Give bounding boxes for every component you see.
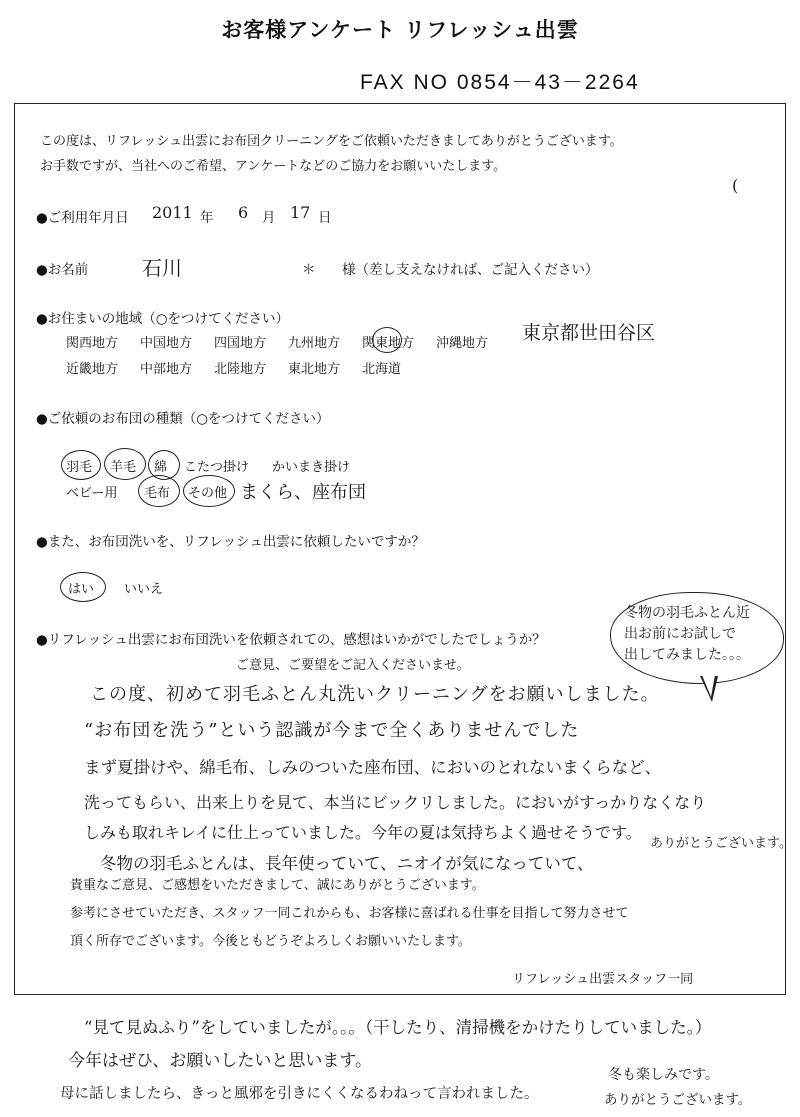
closing-signature: リフレッシュ出雲スタッフ一同 [512,972,694,987]
region-kansai: 関西地方 [66,336,119,351]
futon-other-circle [183,475,235,507]
futon-men: 綿 [154,460,168,475]
region-handwritten: 東京都世田谷区 [522,322,656,344]
margin-mark: ( [732,176,739,195]
futon-moufu: 毛布 [144,486,171,501]
region-okinawa: 沖縄地方 [436,336,489,351]
date-year: 2011 [152,203,193,222]
futon-moufu-circle [138,475,180,507]
region-tohoku: 東北地方 [288,362,341,377]
region-label: ●お住まいの地域（○をつけてください） [36,311,290,327]
region-hokuriku: 北陸地方 [214,362,267,377]
region-hokkaido: 北海道 [362,362,402,377]
page-title: お客様アンケート リフレッシュ出雲 [221,18,579,42]
futon-other: その他 [188,486,228,501]
futon-kotatsu: こたつ掛け [184,460,250,475]
date-day-unit: 日 [318,210,332,226]
name-suffix: 様（差し支えなければ、ご記入ください） [342,262,599,278]
closing-line-1: 貴重なご意見、ご感想をいただきまして、誠にありがとうございます。 [70,878,485,893]
impression-line-6: 冬物の羽毛ふとんは、長年使っていて、ニオイが気になっていて、 [100,854,594,873]
futon-other-handwritten: まくら、座布団 [240,482,366,503]
bottom-side-1: 冬も楽しみです。 [608,1067,719,1083]
futon-type-label: ●ご依頼のお布団の種類（○をつけてください） [36,411,330,427]
futon-baby: ベビー用 [66,486,118,501]
impression-label: ●リフレッシュ出雲にお布団洗いを依頼されての、感想はいかがでしたでしょうか？ [36,632,546,648]
futon-umou-circle [61,450,101,480]
date-month-unit: 月 [262,210,276,226]
region-chugoku: 中国地方 [140,336,193,351]
again-label: ●また、お布団洗いを、リフレッシュ出雲に依頼したいですか？ [36,534,425,550]
bubble-line-2: 出お前にお試しで [624,626,736,642]
again-yes: はい [68,582,95,597]
date-label: ●ご利用年月日 [36,210,129,226]
intro-line-1: この度は、リフレッシュ出雲にお布団クリーニングをご依頼いただきましてありがとうございます。 [40,134,623,149]
intro-line-2: お手数ですが、当社へのご希望、アンケートなどのご協力をお願いいたします。 [40,159,507,174]
impression-thanks-side: ありがとうございます。 [650,836,792,851]
name-asterisk: ＊ [302,262,316,278]
again-yes-circle [60,572,106,602]
region-kanto: 関東地方 [362,336,415,351]
futon-youmou: 羊毛 [110,460,137,475]
bottom-note-2: 今年はぜひ、お願いしたいと思います。 [68,1051,372,1071]
bottom-side-2: ありがとうございます。 [604,1092,752,1108]
impression-line-5: しみも取れキレイに仕上っていました。今年の夏は気持ちよく過せそうです。 [84,823,642,842]
bottom-note-1: “見て見ぬふり”をしていましたが。。。（干したり、清掃機をかけたりしていました。） [84,1018,712,1037]
fax-number: FAX NO 0854－43－2264 [360,71,640,94]
date-month: 6 [238,203,249,222]
closing-line-3: 頂く所存でございます。今後ともどうぞよろしくお願いいたします。 [70,934,471,949]
impression-prompt: ご意見、ご要望をご記入くださいませ。 [236,658,470,673]
impression-line-4: 洗ってもらい、出来上りを見て、本当にビックリしました。においがすっかりなくなり [84,793,707,812]
futon-youmou-circle [104,448,146,480]
bubble-line-3: 出してみました。。。 [624,647,750,663]
bubble-line-1: 冬物の羽毛ふとん近 [624,605,750,621]
futon-umou: 羽毛 [66,460,93,475]
date-year-unit: 年 [200,210,214,226]
date-day: 17 [290,203,311,222]
futon-kaimaki: かいまき掛け [272,460,351,475]
region-shikoku: 四国地方 [214,336,267,351]
name-value: 石川 [142,256,182,280]
region-chubu: 中部地方 [140,362,193,377]
again-no: いいえ [124,582,164,597]
closing-line-2: 参考にさせていただき、スタッフ一同これからも、お客様に喜ばれる仕事を目指して努力させて [70,906,629,921]
impression-line-1: この度、初めて羽毛ふとん丸洗いクリーニングをお願いしました。 [90,684,660,705]
region-kinki: 近畿地方 [66,362,119,377]
bottom-note-3: 母に話しましたら、きっと風邪を引きにくくなるわねって言われました。 [60,1086,539,1102]
region-kyushu: 九州地方 [288,336,341,351]
region-kanto-circle [372,327,402,353]
name-label: ●お名前 [36,262,89,278]
impression-line-2: “お布団を洗う”という認識が今まで全くありませんでした [84,720,580,741]
impression-line-3: まず夏掛けや、綿毛布、しみのついた座布団、においのとれないまくらなど、 [84,758,662,777]
